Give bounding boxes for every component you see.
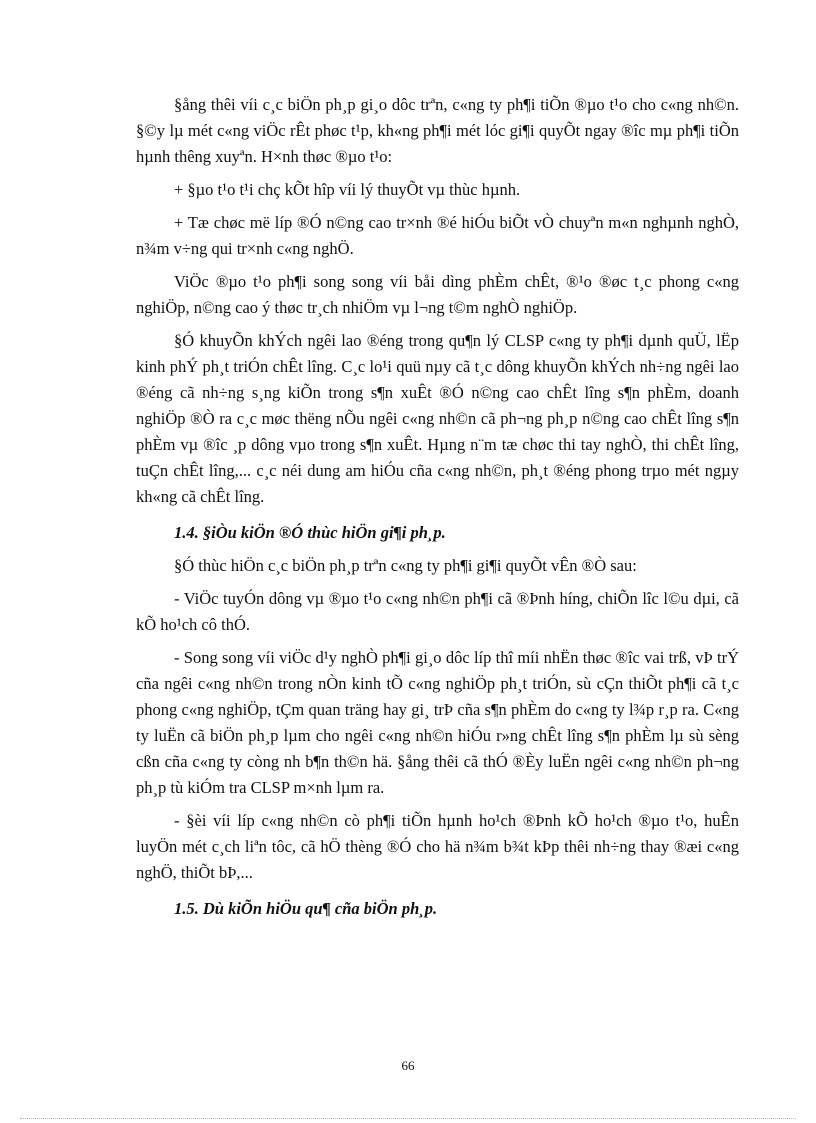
bottom-divider	[20, 1118, 796, 1119]
paragraph-conditions-intro: §Ó thùc hiÖn c¸c biÖn ph¸p trªn c«ng ty ph¶i gi¶i quyÕt vÊn ®Ò sau:	[174, 556, 637, 575]
page-number: 66	[401, 1058, 415, 1073]
paragraph-training-onsite: + §µo t¹o t¹i chç kÕt hîp víi lý thuyÕt vµ thùc hµnh.	[174, 180, 521, 199]
page-body	[136, 92, 739, 922]
paragraph-new-workers: - Song song víi viÖc d¹y nghÒ ph¶i gi¸o dôc líp thî míi nhËn thøc ®îc vai trß, vÞ trÝ cña ngêi c«ng nh©n trong nÒn kinh tÕ c«ng nghiÖp ph¸t triÓn, sù cÇn thiÕt ph¶i cã t¸c phong c«ng nghiÖp, tÇm quan träng hay gi¸ trÞ cña s¶n phÈm do c«ng ty l¾p r¸p ra. C«ng ty luËn cã biÖn ph¸p lµm cho ngêi c«ng nh©n hiÓu r»ng chÊt lîng s¶n phÈm lµ sù sèng cßn cña c«ng ty còng nh b¶n th©n hä. §ång thêi cã thÓ ®Èy luËn ngêi c«ng nh©n ph¬ng ph¸p tù kiÓm tra CLSP m×nh lµm ra.	[136, 648, 739, 797]
paragraph-training-intro: §ång thêi víi c¸c biÖn ph¸p gi¸o dôc trªn, c«ng ty ph¶i tiÕn ®µo t¹o cho c«ng nh©n. §©y lµ mét c«ng viÖc rÊt phøc t¹p, kh«ng ph¶i mét lóc gi¶i quyÕt ngay ®îc mµ ph¶i tiÕn hµnh thêng xuyªn. H×nh thøc ®µo t¹o:	[136, 95, 739, 166]
paragraph-old-workers: - §èi víi líp c«ng nh©n cò ph¶i tiÕn hµnh ho¹ch ®Þnh kÕ ho¹ch ®µo t¹o, huÊn luyÖn mét c¸ch liªn tôc, cã hÖ thèng ®Ó cho hä n¾m b¾t kÞp thêi nh÷ng thay ®æi c«ng nghÖ, thiÕt bÞ,...	[136, 811, 739, 882]
section-1-4-heading: 1.4. §iÒu kiÖn ®Ó thùc hiÖn gi¶i ph¸p.	[174, 523, 446, 542]
paragraph-training-classes: + Tæ chøc më líp ®Ó n©ng cao tr×nh ®é hiÓu biÕt vÒ chuyªn m«n nghµnh nghÒ, n¾m v÷ng qui tr×nh c«ng nghÖ.	[136, 213, 739, 258]
paragraph-recruitment: - ViÖc tuyÓn dông vµ ®µo t¹o c«ng nh©n ph¶i cã ®Þnh híng, chiÕn lîc l©u dµi, cã kÕ ho¹ch cô thÓ.	[136, 589, 739, 634]
paragraph-ethics: ViÖc ®µo t¹o ph¶i song song víi båi dìng phÈm chÊt, ®¹o ®øc t¸c phong c«ng nghiÖp, n©ng cao ý thøc tr¸ch nhiÖm vµ l¬ng t©m nghÒ nghiÖp.	[136, 272, 739, 317]
section-1-5-heading: 1.5. Dù kiÕn hiÖu qu¶ cña biÖn ph¸p.	[174, 899, 438, 918]
paragraph-incentives: §Ó khuyÕn khÝch ngêi lao ®éng trong qu¶n lý CLSP c«ng ty ph¶i dµnh quÜ, lËp kinh phÝ ph¸t triÓn chÊt lîng. C¸c lo¹i quü nµy cã t¸c dông khuyÕn khÝch nh÷ng ngêi lao ®éng cã nh÷ng s¸ng kiÕn trong s¶n xuÊt ®Ó n©ng cao chÊt lîng s¶n phÈm, doanh nghiÖp ®Ò ra c¸c møc thëng nÕu ngêi c«ng nh©n cã ph¬ng ph¸p n©ng cao chÊt lîng s¶n phÈm vµ ®îc ¸p dông vµo trong s¶n xuÊt. Hµng n¨m tæ chøc thi tay nghÒ, thi chÊt lîng, tuÇn chÊt lîng,... c¸c néi dung am hiÓu cña c«ng nh©n, ph¸t ®éng phong trµo mét ngµy kh«ng cã chÊt lîng.	[136, 331, 739, 506]
